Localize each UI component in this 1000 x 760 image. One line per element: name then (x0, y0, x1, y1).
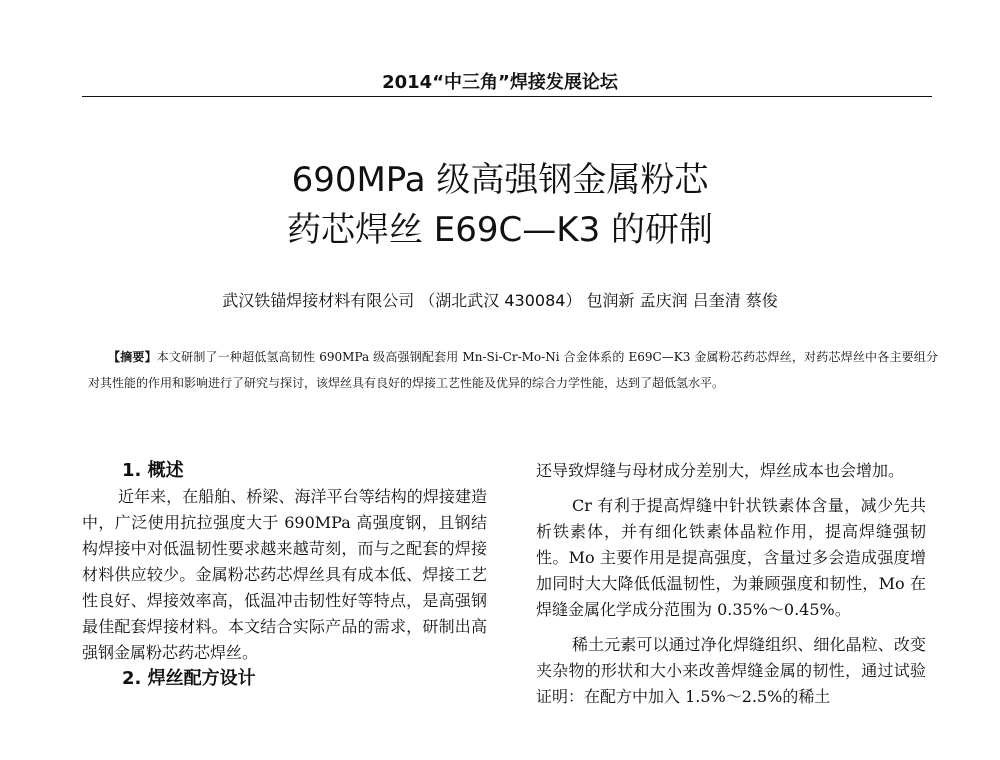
left-column (82, 458, 487, 692)
paper-title-line-2: 药芯焊丝 E69C—K3 的研制 (286, 210, 714, 250)
section-1-heading: 1. 概述 (122, 460, 184, 481)
abstract-label: 【摘要】 (108, 350, 157, 364)
abstract-text: 本文研制了一种超低氢高韧性 690MPa 级高强钢配套用 Mn-Si-Cr-Mo-Ni 合金体系的 E69C—K3 金属粉芯药芯焊丝，对药芯焊丝中各主要组分对其性能的作用和影响进行了研究与探讨，该焊丝具有良好的焊接工艺性能及优异的综合力学性能，达到了超低氢水平。 (88, 350, 938, 390)
affiliation-authors: 武汉铁锚焊接材料有限公司 （湖北武汉 430084） 包润新 孟庆润 吕奎清 蔡俊 (222, 291, 778, 310)
section-2-heading: 2. 焊丝配方设计 (122, 668, 256, 689)
running-header: 2014“中三角”焊接发展论坛 (382, 72, 618, 93)
right-paragraph-3: 稀土元素可以通过净化焊缝组织、细化晶粒、改变夹杂物的形状和大小来改善焊缝金属的韧性，通过试验证明：在配方中加入 1.5%～2.5%的稀土 (536, 635, 926, 706)
right-column (536, 458, 926, 710)
abstract (88, 344, 938, 396)
paper-title-line-1: 690MPa 级高强钢金属粉芯 (291, 160, 709, 200)
section-1-paragraph: 近年来，在船舶、桥梁、海洋平台等结构的焊接建造中，广泛使用抗拉强度大于 690MPa 高强度钢，且钢结构焊接中对低温韧性要求越来越苛刻，而与之配套的焊接材料供应较少。金属粉芯药芯焊丝具有成本低、焊接工艺性良好、焊接效率高，低温冲击韧性好等特点，是高强钢最佳配套焊接材料。本文结合实际产品的需求，研制出高强钢金属粉芯药芯焊丝。 (82, 487, 487, 662)
right-paragraph-1: 还导致焊缝与母材成分差别大，焊丝成本也会增加。 (536, 461, 905, 480)
right-paragraph-2: Cr 有利于提高焊缝中针状铁素体含量，减少先共析铁素体，并有细化铁素体晶粒作用，提高焊缝强韧性。Mo 主要作用是提高强度，含量过多会造成强度增加同时大大降低低温韧性，为兼顾强度和韧性，Mo 在焊缝金属化学成分范围为 0.35%～0.45%。 (536, 496, 926, 619)
header-rule (82, 96, 932, 97)
